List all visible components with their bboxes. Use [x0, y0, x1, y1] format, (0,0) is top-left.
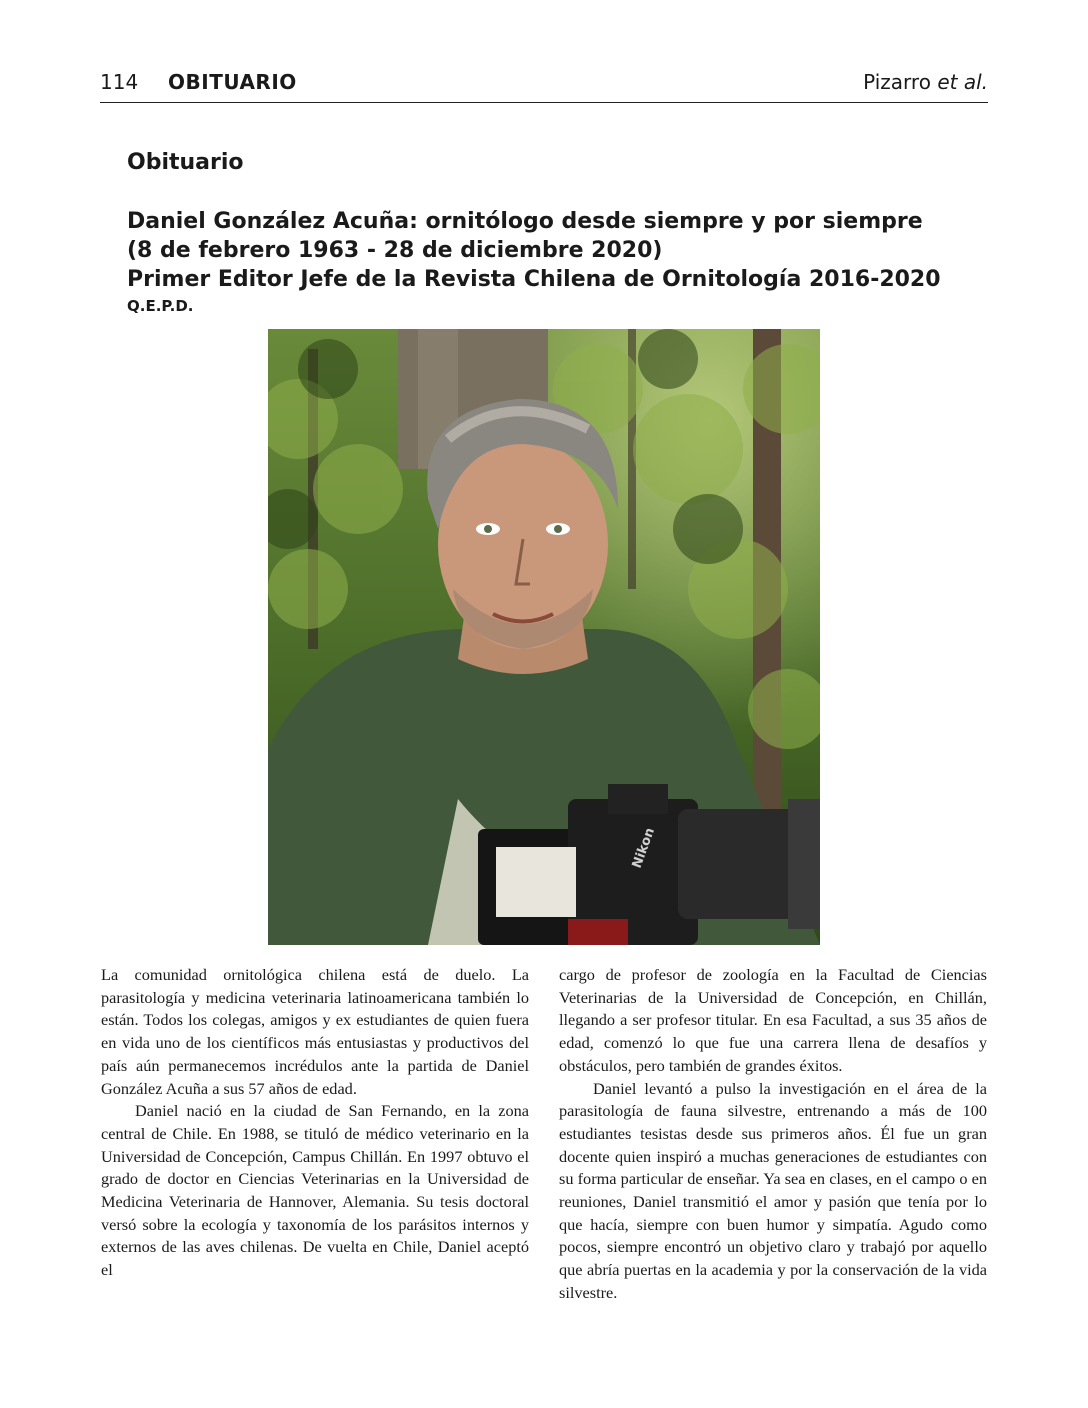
camera-brand-label: Nikon: [629, 825, 659, 871]
body-column-left: [101, 964, 529, 1282]
paragraph: cargo de profesor de zoología en la Facultad de Ciencias Veterinarias de la Universidad de Concepción, en Chillán, llegando a ser profesor titular. En esa Facultad, a sus 35 años de edad, comenzó lo que fue una carrera llena de desafíos y obstáculos, pero también de grandes éxitos.: [559, 965, 987, 1075]
article-title: [127, 207, 987, 294]
running-header: [100, 66, 988, 103]
paragraph: Daniel levantó a pulso la investigación en el área de la parasitología de fauna silvestre, entrenando a más de 100 estudiantes tesistas desde sus primeros años. Él fue un gran docente quien inspiró a muchas generaciones de estudiantes con su forma particular de enseñar. Ya sea en clases, en el campo o en reuniones, Daniel transmitió el amor y pasión que tenía por lo que hacía, siempre con buen humor y simpatía. Agudo como pocos, siempre encontró un objetivo claro y trabajó por aquello que abría puertas en la academia y por la conservación de la vida silvestre.: [559, 1078, 987, 1302]
author-surname: Pizarro: [863, 70, 931, 94]
running-author: [863, 70, 988, 94]
author-etal: et al.: [937, 70, 988, 94]
body-column-right: [559, 964, 987, 1305]
title-line-1: Daniel González Acuña: ornitólogo desde siempre y por siempre: [127, 209, 923, 234]
section-label: OBITUARIO: [168, 70, 297, 94]
paragraph: Daniel nació en la ciudad de San Fernando, en la zona central de Chile. En 1988, se tituló de médico veterinario en la Universidad de Concepción, Campus Chillán. En 1997 obtuvo el grado de doctor en Ciencias Veterinarias en la Universidad de Medicina Veterinaria de Hannover, Alemania. Su tesis doctoral versó sobre la ecología y taxonomía de los parásitos internos y externos de las aves chilenas. De vuelta en Chile, Daniel aceptó el: [101, 1101, 529, 1280]
qepd-label: Q.E.P.D.: [127, 297, 194, 315]
portrait-illustration: [268, 329, 820, 945]
title-line-3: Primer Editor Jefe de la Revista Chilena de Ornitología 2016-2020: [127, 267, 941, 292]
article-kicker: Obituario: [127, 150, 244, 175]
paragraph: La comunidad ornitológica chilena está de duelo. La parasitología y medicina veterinaria latinoamericana también lo están. Todos los colegas, amigos y ex estudiantes de quien fuera en vida uno de los científicos más entusiastas y productivos del país aún permanecemos incrédulos ante la partida de Daniel González Acuña a sus 57 años de edad.: [101, 965, 529, 1098]
page-number: 114: [100, 70, 139, 94]
portrait-photo: [268, 329, 820, 945]
title-line-2: (8 de febrero 1963 - 28 de diciembre 2020): [127, 238, 663, 263]
